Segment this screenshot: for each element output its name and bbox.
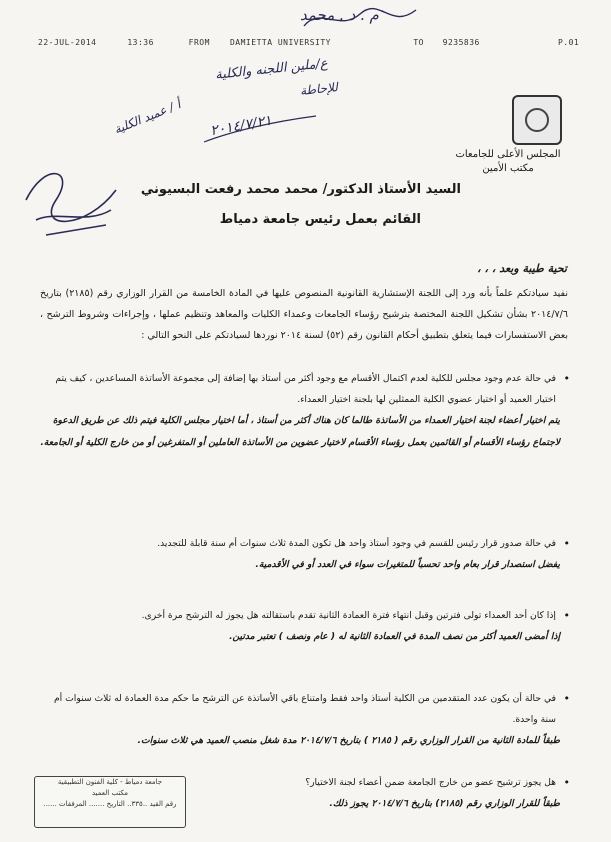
stamp-line3: رقم القيد ..٣٣٥.. التاريخ ....... المرفقات ...... [43,800,177,808]
addressee-title: القائم بعمل رئيس جامعة دمياط [219,212,421,227]
fax-to-label: TO [413,38,424,47]
fax-from-label: FROM [188,38,210,47]
handwritten-left-note: أ / عميد الكلية [111,97,183,137]
fax-from: DAMIETTA UNIVERSITY [229,38,331,47]
inquiry-item-1 [40,368,568,454]
letterhead-line1: المجلس الأعلى للجامعات [455,149,561,160]
stamp-line1: جامعة دمياط - كلية الفنون التطبيقية [57,778,163,786]
faculty-receipt-stamp [34,776,186,828]
addressee-block [81,175,461,235]
inquiry-answer: إذا أمضى العميد أكثر من نصف المدة في العمادة الثانية له ( عام ونصف ) تعتبر مدتين. [229,631,560,642]
inquiry-question: • في حالة أن يكون عدد المتقدمين من الكلية أستاذ واحد فقط وامتناع باقي الأساتذة عن الترشح ما حكم مدة العمادة له ثلاث سنوات أم سنة واحدة. [40,688,568,730]
letterhead-line2: مكتب الأمين [482,163,534,174]
council-logo [512,95,562,145]
greeting: تحية طيبة وبعد ، ، ، [477,262,567,275]
inquiry-answer: يفضل استصدار قرار بعام واحد تحسباً للمتغيرات سواء في العدد أو في الأقدمية. [255,559,560,570]
handwritten-note-line2: للإحاطة [299,80,339,98]
inquiry-question: • إذا كان أحد العمداء تولى فترتين وقبل انتهاء فترة العمادة الثانية تقدم باستقالته هل يجوز له الترشح مرة أخرى. [40,605,568,626]
handwritten-date-underline [200,112,320,152]
intro-paragraph: نفيد سيادتكم علماً بأنه ورد إلى اللجنة الإستشارية القانونية المنصوص عليها في المادة الخامسة من القرار الوزاري رقم (٢١٨٥) بتاريخ ٢٠١٤/٧/٦ بشأن تشكيل اللجنة المختصة بترشيح رؤساء الجامعات وعمداء الكليات والمعاهد وتنظيم عملها ، وإجراءات وشروط الترشح ، بعض الاستفسارات فيما يتعلق بتطبيق أحكام القانون رقم (٥٢) لسنة ٢٠١٤ نوردها لسيادتكم على النحو التالي : [40,288,568,341]
handwritten-top-signature [300,2,420,36]
inquiry-answer: طبقاً للقرار الوزاري رقم (٢١٨٥) بتاريخ ٢٠١٤/٧/٦ يجوز ذلك. [329,798,560,809]
handwritten-note-line1: ع/ملين اللجنه والكلية [214,56,329,83]
inquiry-question: • في حالة صدور قرار رئيس للقسم في وجود أستاذ واحد هل تكون المدة ثلاث سنوات أم سنة قابلة للتجديد. [40,533,568,554]
handwritten-date: ٢٠١٤/٧/٢١ [209,112,273,140]
fax-date: 22-JUL-2014 [38,38,97,47]
inquiry-answer: طبقاً للمادة الثانية من القرار الوزاري رقم ( ٢١٨٥ ) بتاريخ ٢٠١٤/٧/٦ مدة شغل منصب العميد هي ثلاث سنوات. [137,735,560,746]
stamp-line2: مكتب العميد [91,789,129,797]
fax-page-number: P.01 [557,38,580,47]
addressee-name: السيد الأستاذ الدكتور/ محمد محمد رفعت البسيوني [140,182,461,197]
inquiry-item-4 [40,688,568,752]
fax-header [38,38,578,47]
inquiry-question: • في حالة عدم وجود مجلس للكلية لعدم اكتمال الأقسام مع وجود أكثر من أستاذ بها إضافة إلى مجموعة الأساتذة المساعدين ، كيف يتم اختيار العميد أو اختيار عضوي الكلية الممثلين لها بلجنة اختيار العمداء. [40,368,568,410]
inquiry-item-5 [196,772,568,815]
inquiry-item-2 [40,533,568,576]
letterhead [453,148,563,176]
inquiry-item-3 [40,605,568,648]
inquiry-question: • هل يجوز ترشيح عضو من خارج الجامعة ضمن أعضاء لجنة الاختيار؟ [196,772,568,793]
fax-time: 13:36 [127,38,154,47]
handwritten-initials: م . د . محمد [300,6,379,24]
fax-to: 9235836 [442,38,480,47]
inquiry-answer: يتم اختيار أعضاء لجنة اختيار العمداء من الأساتذة طالما كان هناك أكثر من أستاذ ، أما اختيار مجلس الكلية فيتم ذلك عن طريق الدعوة لاجتماع رؤساء الأقسام أو القائمين بعمل رؤساء الأقسام لاختيار عضوين من الأساتذة العاملين أو المتفرغين أو من خارج الكلية أو الجامعة. [40,415,560,448]
